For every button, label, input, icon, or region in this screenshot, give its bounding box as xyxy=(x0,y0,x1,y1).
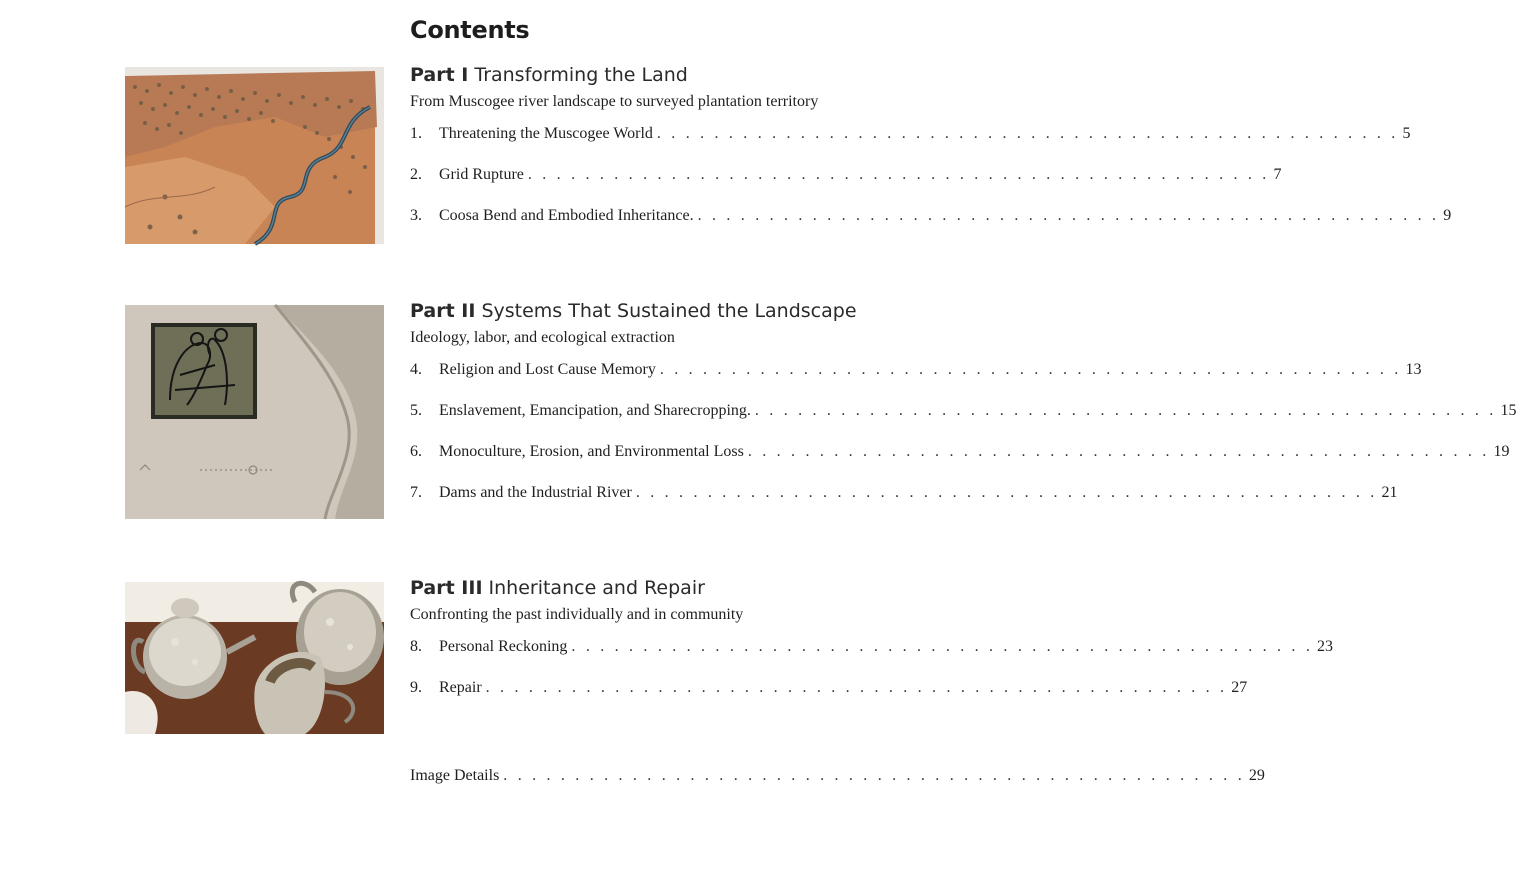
entry-number: 3. xyxy=(410,207,422,224)
part-1-heading xyxy=(410,62,892,88)
entry-title: Threatening the Muscogee World xyxy=(439,125,653,142)
dot-leader: . . . . . . . . . . . . . . . . . . . . . . . . . . . . . . . . . . . . . . . . . . . . . . . . . . . . xyxy=(503,767,1245,784)
image-details-section xyxy=(410,766,1265,807)
part-title: Inheritance and Repair xyxy=(488,577,705,599)
entry-title: Religion and Lost Cause Memory xyxy=(439,361,656,378)
part-number: Part III xyxy=(410,577,483,599)
part-number: Part II xyxy=(410,300,476,322)
part-subtitle: Confronting the past individually and in community xyxy=(410,606,744,623)
entry-title: Repair xyxy=(439,679,482,696)
entry-number: 8. xyxy=(410,638,422,655)
dot-leader: . . . . . . . . . . . . . . . . . . . . . . . . . . . . . . . . . . . . . . . . . . . . . . . . . . . . xyxy=(527,166,1270,183)
toc-entry[interactable] xyxy=(410,360,1422,401)
part-number: Part I xyxy=(410,64,469,86)
part-title: Transforming the Land xyxy=(474,64,688,86)
entry-number: 1. xyxy=(410,125,422,142)
entry-number: 7. xyxy=(410,484,422,501)
toc-entry[interactable] xyxy=(410,165,1282,206)
entry-page: 21 xyxy=(1381,484,1398,501)
part-2-section xyxy=(410,298,1517,524)
dot-leader: . . . . . . . . . . . . . . . . . . . . . . . . . . . . . . . . . . . . . . . . . . . . . . . . . . . . xyxy=(635,484,1378,501)
entry-page: 9 xyxy=(1443,207,1452,224)
part-3-heading xyxy=(410,575,892,601)
entry-page: 19 xyxy=(1493,443,1510,460)
dot-leader: . . . . . . . . . . . . . . . . . . . . . . . . . . . . . . . . . . . . . . . . . . . . . . . . . . . . xyxy=(697,207,1440,224)
entry-number: 4. xyxy=(410,361,422,378)
entry-number: 6. xyxy=(410,443,422,460)
dot-leader: . . . . . . . . . . . . . . . . . . . . . . . . . . . . . . . . . . . . . . . . . . . . . . . . . . . . xyxy=(659,361,1402,378)
entry-page: 15 xyxy=(1500,402,1517,419)
part-2-heading xyxy=(410,298,892,324)
entry-page: 23 xyxy=(1317,638,1334,655)
entry-page: 5 xyxy=(1402,125,1411,142)
entry-title: Coosa Bend and Embodied Inheritance. xyxy=(439,207,694,224)
toc-entry[interactable] xyxy=(410,637,1334,678)
toc-entry[interactable] xyxy=(410,678,1248,719)
part-3-image xyxy=(125,582,384,734)
part-title: Systems That Sustained the Landscape xyxy=(481,300,857,322)
entry-title: Grid Rupture xyxy=(439,166,524,183)
entry-title: Enslavement, Emancipation, and Sharecropping. xyxy=(439,402,751,419)
toc-entry-image-details[interactable] xyxy=(410,766,1265,807)
page-title: Contents xyxy=(410,16,530,44)
entry-title: Monoculture, Erosion, and Environmental Loss xyxy=(439,443,744,460)
entry-title: Image Details xyxy=(410,767,500,784)
toc-entry[interactable] xyxy=(410,442,1510,483)
entry-page: 29 xyxy=(1248,767,1265,784)
part-3-section xyxy=(410,575,1334,719)
dot-leader: . . . . . . . . . . . . . . . . . . . . . . . . . . . . . . . . . . . . . . . . . . . . . . . . . . . . xyxy=(571,638,1314,655)
entry-number: 2. xyxy=(410,166,422,183)
part-2-image xyxy=(125,305,384,519)
dot-leader: . . . . . . . . . . . . . . . . . . . . . . . . . . . . . . . . . . . . . . . . . . . . . . . . . . . . xyxy=(747,443,1490,460)
toc-entry[interactable] xyxy=(410,483,1398,524)
entry-page: 13 xyxy=(1405,361,1422,378)
toc-entry[interactable] xyxy=(410,401,1517,442)
part-1-section xyxy=(410,62,1452,247)
part-subtitle: From Muscogee river landscape to surveyed plantation territory xyxy=(410,93,819,110)
dot-leader: . . . . . . . . . . . . . . . . . . . . . . . . . . . . . . . . . . . . . . . . . . . . . . . . . . . . xyxy=(656,125,1399,142)
entry-title: Personal Reckoning xyxy=(439,638,568,655)
entry-number: 5. xyxy=(410,402,422,419)
entry-page: 7 xyxy=(1273,166,1282,183)
entry-page: 27 xyxy=(1231,679,1248,696)
entry-title: Dams and the Industrial River xyxy=(439,484,632,501)
dot-leader: . . . . . . . . . . . . . . . . . . . . . . . . . . . . . . . . . . . . . . . . . . . . . . . . . . . . xyxy=(754,402,1497,419)
toc-entry[interactable] xyxy=(410,206,1452,247)
part-1-image xyxy=(125,67,384,244)
toc-entry[interactable] xyxy=(410,124,1411,165)
dot-leader: . . . . . . . . . . . . . . . . . . . . . . . . . . . . . . . . . . . . . . . . . . . . . . . . . . . . xyxy=(485,679,1228,696)
entry-number: 9. xyxy=(410,679,422,696)
part-subtitle: Ideology, labor, and ecological extraction xyxy=(410,329,675,346)
